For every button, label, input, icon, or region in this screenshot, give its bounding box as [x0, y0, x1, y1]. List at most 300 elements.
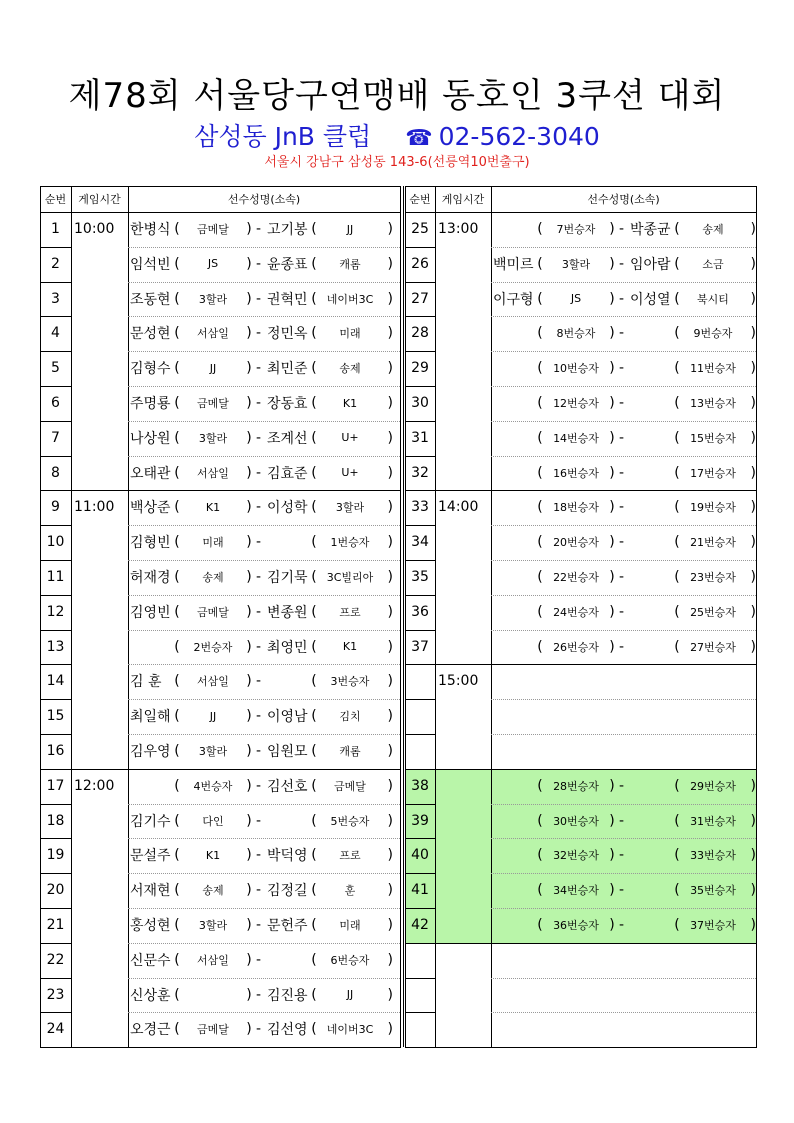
paren: (	[174, 395, 180, 411]
paren: )	[246, 360, 252, 377]
player-1-club: 20번승자	[553, 536, 599, 550]
player-1-club: 8번승자	[556, 327, 596, 341]
game-time: 12:00	[74, 777, 115, 794]
match-number: 6	[51, 395, 60, 411]
paren: (	[174, 777, 180, 794]
paren: )	[246, 812, 252, 829]
paren: (	[174, 917, 180, 933]
player-2-name: 김기묵	[267, 570, 308, 586]
paren: )	[246, 499, 252, 516]
paren: (	[174, 499, 180, 516]
paren: )	[750, 638, 756, 655]
paren: (	[674, 325, 680, 342]
paren: )	[387, 951, 393, 968]
match-number: 19	[46, 847, 65, 864]
row-divider	[491, 978, 756, 979]
paren: )	[387, 499, 393, 516]
player-2-club: 송제	[339, 362, 361, 376]
paren: )	[246, 221, 252, 237]
player-1-club: K1	[205, 500, 221, 514]
paren: )	[387, 395, 393, 411]
group-border	[435, 769, 491, 770]
row-divider	[491, 699, 756, 700]
match-number: 1	[51, 221, 60, 237]
game-time: 15:00	[438, 673, 479, 690]
paren: )	[750, 255, 756, 272]
player-1-club: 32번승자	[553, 849, 599, 863]
paren: )	[609, 812, 615, 829]
paren: (	[674, 429, 680, 446]
player-2-club: 미래	[339, 919, 361, 932]
paren: (	[174, 603, 180, 620]
paren: )	[387, 325, 393, 342]
paren: )	[246, 638, 252, 655]
game-time: 11:00	[74, 499, 115, 516]
paren: (	[311, 638, 317, 655]
player-2-club: 김치	[339, 710, 361, 724]
versus-dash: -	[619, 534, 625, 551]
paren: )	[609, 777, 615, 794]
player-2-name: 이영남	[267, 709, 308, 726]
versus-dash: -	[619, 882, 625, 899]
player-1-name: 김 훈	[130, 674, 162, 691]
paren: (	[174, 569, 180, 585]
player-1-club: 24번승자	[553, 605, 599, 619]
row-border	[40, 664, 71, 665]
player-2-club: 소금	[702, 257, 724, 271]
paren: (	[174, 743, 180, 759]
game-time: 10:00	[74, 221, 115, 237]
player-1-name: 최일해	[130, 709, 171, 726]
versus-dash: -	[619, 812, 625, 829]
paren: (	[674, 499, 680, 516]
paren: (	[674, 290, 680, 307]
versus-dash: -	[619, 290, 625, 307]
match-number: 9	[51, 499, 60, 516]
versus-dash: -	[256, 847, 262, 864]
match-number: 23	[46, 986, 65, 1003]
paren: )	[246, 1021, 252, 1038]
row-border	[405, 282, 435, 283]
match-cell	[130, 560, 393, 594]
versus-dash: -	[256, 290, 262, 307]
player-2-name: 고기봉	[267, 222, 308, 238]
paren: (	[311, 812, 317, 829]
player-2-club: 6번승자	[330, 953, 370, 967]
paren: )	[750, 777, 756, 794]
player-1-club: 다인	[202, 814, 224, 828]
player-1-name: 오태관	[130, 465, 171, 482]
paren: )	[609, 464, 615, 481]
paren: )	[609, 395, 615, 411]
paren: (	[174, 464, 180, 481]
paren: )	[387, 290, 393, 307]
paren: )	[609, 499, 615, 516]
player-1-club: 송제	[202, 571, 224, 584]
match-number: 36	[411, 603, 429, 620]
match-cell	[130, 943, 393, 977]
match-cell	[130, 282, 393, 316]
paren: )	[387, 777, 393, 794]
group-border	[435, 490, 491, 491]
player-2-club: K1	[342, 640, 358, 654]
versus-dash: -	[256, 743, 262, 759]
paren: )	[609, 534, 615, 551]
paren: )	[387, 638, 393, 655]
row-border	[40, 699, 71, 700]
paren: (	[537, 777, 543, 794]
paren: (	[311, 951, 317, 968]
paren: (	[174, 255, 180, 272]
versus-dash: -	[619, 464, 625, 481]
paren: (	[174, 951, 180, 968]
paren: (	[674, 221, 680, 237]
versus-dash: -	[619, 638, 625, 655]
match-cell	[130, 664, 393, 698]
player-1-club: 서삼일	[197, 327, 229, 341]
paren: (	[537, 325, 543, 342]
versus-dash: -	[256, 882, 262, 899]
match-cell	[130, 734, 393, 768]
match-number: 34	[411, 534, 429, 551]
player-1-club: 7번승자	[556, 223, 596, 236]
match-cell	[493, 873, 756, 907]
row-border	[405, 699, 435, 700]
paren: (	[174, 812, 180, 829]
player-2-club: 1번승자	[330, 536, 370, 550]
match-cell	[130, 804, 393, 838]
match-number: 7	[51, 429, 60, 446]
paren: )	[609, 221, 615, 237]
player-2-club: 33번승자	[690, 849, 736, 863]
paren: )	[387, 1021, 393, 1038]
header-time-right: 게임시간	[441, 193, 485, 206]
player-2-name: 김선호	[267, 778, 308, 795]
player-2-club: 훈	[344, 884, 356, 898]
paren: (	[537, 499, 543, 516]
match-cell	[493, 351, 756, 385]
match-number: 38	[411, 777, 429, 794]
phone-number[interactable]: 02-562-3040	[438, 122, 600, 151]
player-2-name: 이성학	[267, 500, 308, 517]
match-number: 27	[411, 290, 429, 307]
player-2-name: 김효준	[267, 465, 308, 482]
player-2-name: 최영민	[267, 639, 308, 656]
player-1-club: JS	[207, 257, 219, 271]
player-2-name: 정민옥	[267, 326, 308, 343]
paren: )	[246, 882, 252, 899]
row-border	[405, 595, 435, 596]
row-border	[405, 943, 435, 944]
paren: (	[174, 1021, 180, 1038]
paren: )	[609, 847, 615, 864]
match-number: 29	[411, 360, 429, 377]
phone-icon: ☎	[405, 126, 433, 151]
paren: (	[174, 847, 180, 864]
player-2-club: 캐롬	[339, 745, 361, 758]
row-border	[405, 316, 435, 317]
row-border	[40, 595, 71, 596]
player-2-name: 이성열	[630, 291, 671, 308]
group-border	[71, 769, 128, 770]
paren: )	[387, 708, 393, 725]
player-1-club: 36번승자	[553, 919, 599, 932]
player-2-name: 박종균	[630, 222, 671, 238]
player-2-club: 3할라	[335, 501, 365, 515]
match-number: 5	[51, 360, 60, 377]
player-2-club: 송제	[702, 223, 724, 236]
row-border	[40, 525, 71, 526]
player-1-club: 금메달	[197, 397, 229, 410]
player-1-name: 이구형	[493, 291, 534, 308]
versus-dash: -	[256, 603, 262, 620]
player-2-name: 김정길	[267, 883, 308, 900]
paren: (	[311, 255, 317, 272]
player-2-club: 3C빌리아	[326, 571, 374, 584]
paren: (	[311, 395, 317, 411]
match-cell	[493, 804, 756, 838]
row-border	[40, 804, 71, 805]
paren: )	[609, 360, 615, 377]
paren: (	[537, 395, 543, 411]
row-border	[40, 978, 71, 979]
player-1-club: 금메달	[197, 223, 229, 236]
paren: (	[311, 429, 317, 446]
paren: )	[387, 569, 393, 585]
match-cell	[130, 630, 393, 664]
table-bottom-border	[40, 1047, 401, 1048]
player-2-name: 박덕영	[267, 848, 308, 865]
paren: (	[174, 673, 180, 690]
column-border	[128, 186, 129, 1047]
player-2-club: 네이버3C	[326, 1023, 374, 1037]
row-divider	[491, 734, 756, 735]
paren: (	[537, 360, 543, 377]
row-border	[40, 560, 71, 561]
match-cell	[493, 769, 756, 803]
player-2-club: 캐롬	[339, 257, 361, 271]
versus-dash: -	[256, 986, 262, 1003]
player-2-club: 37번승자	[690, 919, 736, 932]
versus-dash: -	[256, 395, 262, 411]
paren: )	[246, 290, 252, 307]
match-cell	[130, 351, 393, 385]
paren: )	[246, 325, 252, 342]
match-number: 20	[46, 882, 65, 899]
match-cell	[130, 212, 393, 246]
match-number: 18	[46, 812, 65, 829]
paren: (	[311, 360, 317, 377]
row-border	[40, 282, 71, 283]
row-border	[40, 873, 71, 874]
header-order-left: 순번	[44, 193, 67, 206]
paren: )	[609, 917, 615, 933]
row-divider	[491, 1012, 756, 1013]
player-1-name: 신상훈	[130, 987, 171, 1004]
match-cell	[493, 838, 756, 872]
paren: )	[750, 429, 756, 446]
player-2-name: 김진용	[267, 987, 308, 1004]
paren: )	[246, 464, 252, 481]
player-1-club: 송제	[202, 884, 224, 898]
paren: (	[537, 569, 543, 585]
player-1-club: 18번승자	[553, 501, 599, 515]
paren: (	[537, 464, 543, 481]
row-border	[40, 734, 71, 735]
player-1-club: JS	[570, 292, 582, 306]
player-2-club: 3번승자	[330, 675, 370, 689]
versus-dash: -	[619, 499, 625, 516]
club-address: 서울시 강남구 삼성동 143-6(선릉역10번출구)	[264, 155, 530, 170]
player-1-club: K1	[205, 848, 221, 862]
player-1-name: 오경근	[130, 1022, 171, 1039]
paren: )	[387, 429, 393, 446]
player-2-club: 23번승자	[690, 571, 736, 584]
versus-dash: -	[256, 221, 262, 237]
player-2-club: 35번승자	[690, 884, 736, 898]
player-2-name: 권혁민	[267, 291, 308, 308]
versus-dash: -	[256, 951, 262, 968]
player-2-name: 최민준	[267, 361, 308, 378]
match-number: 25	[411, 221, 429, 237]
paren: )	[750, 917, 756, 933]
player-1-club: 4번승자	[193, 779, 233, 793]
player-1-club: 서삼일	[197, 675, 229, 689]
versus-dash: -	[619, 917, 625, 933]
paren: (	[174, 708, 180, 725]
match-cell	[493, 212, 756, 246]
versus-dash: -	[619, 325, 625, 342]
player-2-club: JJ	[346, 222, 354, 236]
paren: (	[311, 917, 317, 933]
versus-dash: -	[256, 429, 262, 446]
player-2-name: 장동효	[267, 396, 308, 412]
paren: (	[311, 1021, 317, 1038]
versus-dash: -	[619, 847, 625, 864]
row-border	[405, 873, 435, 874]
paren: (	[311, 847, 317, 864]
paren: )	[750, 325, 756, 342]
group-border	[491, 664, 756, 665]
match-cell	[493, 525, 756, 559]
player-2-club: K1	[342, 396, 358, 410]
player-2-name: 윤종표	[267, 256, 308, 273]
match-number: 30	[411, 395, 429, 411]
match-cell	[493, 456, 756, 490]
player-1-club: 서삼일	[197, 466, 229, 480]
match-number: 2	[51, 255, 60, 272]
match-cell	[130, 838, 393, 872]
match-cell	[130, 873, 393, 907]
paren: (	[311, 708, 317, 725]
paren: )	[246, 986, 252, 1003]
paren: (	[674, 569, 680, 585]
paren: (	[674, 360, 680, 377]
row-border	[405, 908, 435, 909]
paren: (	[311, 743, 317, 759]
match-cell	[493, 560, 756, 594]
player-2-club: 29번승자	[690, 779, 736, 793]
match-cell	[130, 490, 393, 524]
paren: )	[387, 464, 393, 481]
player-1-club: 10번승자	[553, 362, 599, 376]
column-border	[403, 186, 404, 1047]
table-bottom-border	[405, 1047, 757, 1048]
header-time-left: 게임시간	[78, 193, 121, 206]
paren: )	[246, 951, 252, 968]
paren: )	[387, 534, 393, 551]
paren: )	[750, 534, 756, 551]
match-cell	[130, 1012, 393, 1046]
player-1-name: 홍성현	[130, 918, 171, 934]
player-2-club: 31번승자	[690, 814, 736, 828]
row-border	[40, 456, 71, 457]
match-number: 17	[46, 777, 65, 794]
header-players-right: 선수성명(소속)	[587, 193, 660, 206]
player-2-club: 21번승자	[690, 536, 736, 550]
match-number: 16	[46, 743, 65, 759]
match-number: 10	[46, 534, 65, 551]
paren: )	[387, 673, 393, 690]
versus-dash: -	[256, 812, 262, 829]
match-number: 3	[51, 290, 60, 307]
paren: (	[311, 603, 317, 620]
match-cell	[130, 908, 393, 942]
row-border	[405, 525, 435, 526]
row-border	[40, 943, 71, 944]
column-border	[400, 186, 401, 1047]
row-border	[405, 804, 435, 805]
versus-dash: -	[256, 673, 262, 690]
player-1-club: 30번승자	[553, 814, 599, 828]
paren: )	[246, 569, 252, 585]
player-2-club: 프로	[339, 849, 361, 863]
paren: (	[674, 847, 680, 864]
column-border	[71, 186, 72, 1047]
paren: )	[387, 255, 393, 272]
player-2-club: 11번승자	[690, 362, 736, 376]
player-1-name: 조동현	[130, 291, 171, 308]
player-1-club: 12번승자	[553, 397, 599, 410]
match-cell	[130, 421, 393, 455]
header-players-left: 선수성명(소속)	[227, 193, 301, 206]
paren: (	[537, 812, 543, 829]
paren: )	[609, 882, 615, 899]
column-border	[491, 186, 492, 1047]
paren: (	[674, 638, 680, 655]
paren: )	[246, 603, 252, 620]
match-number: 22	[46, 951, 65, 968]
row-border	[40, 630, 71, 631]
versus-dash: -	[619, 221, 625, 237]
player-2-name: 조계선	[267, 430, 308, 447]
paren: (	[537, 847, 543, 864]
row-border	[40, 386, 71, 387]
paren: (	[674, 603, 680, 620]
player-2-club: 미래	[339, 327, 361, 341]
player-2-club: 17번승자	[690, 466, 736, 480]
match-cell	[493, 282, 756, 316]
column-border	[435, 186, 436, 1047]
player-2-club: JJ	[346, 988, 354, 1002]
row-border	[405, 421, 435, 422]
row-border	[40, 490, 71, 491]
paren: )	[750, 360, 756, 377]
player-1-club: 금메달	[197, 1023, 229, 1037]
match-number: 31	[411, 429, 429, 446]
paren: )	[246, 743, 252, 759]
versus-dash: -	[256, 638, 262, 655]
